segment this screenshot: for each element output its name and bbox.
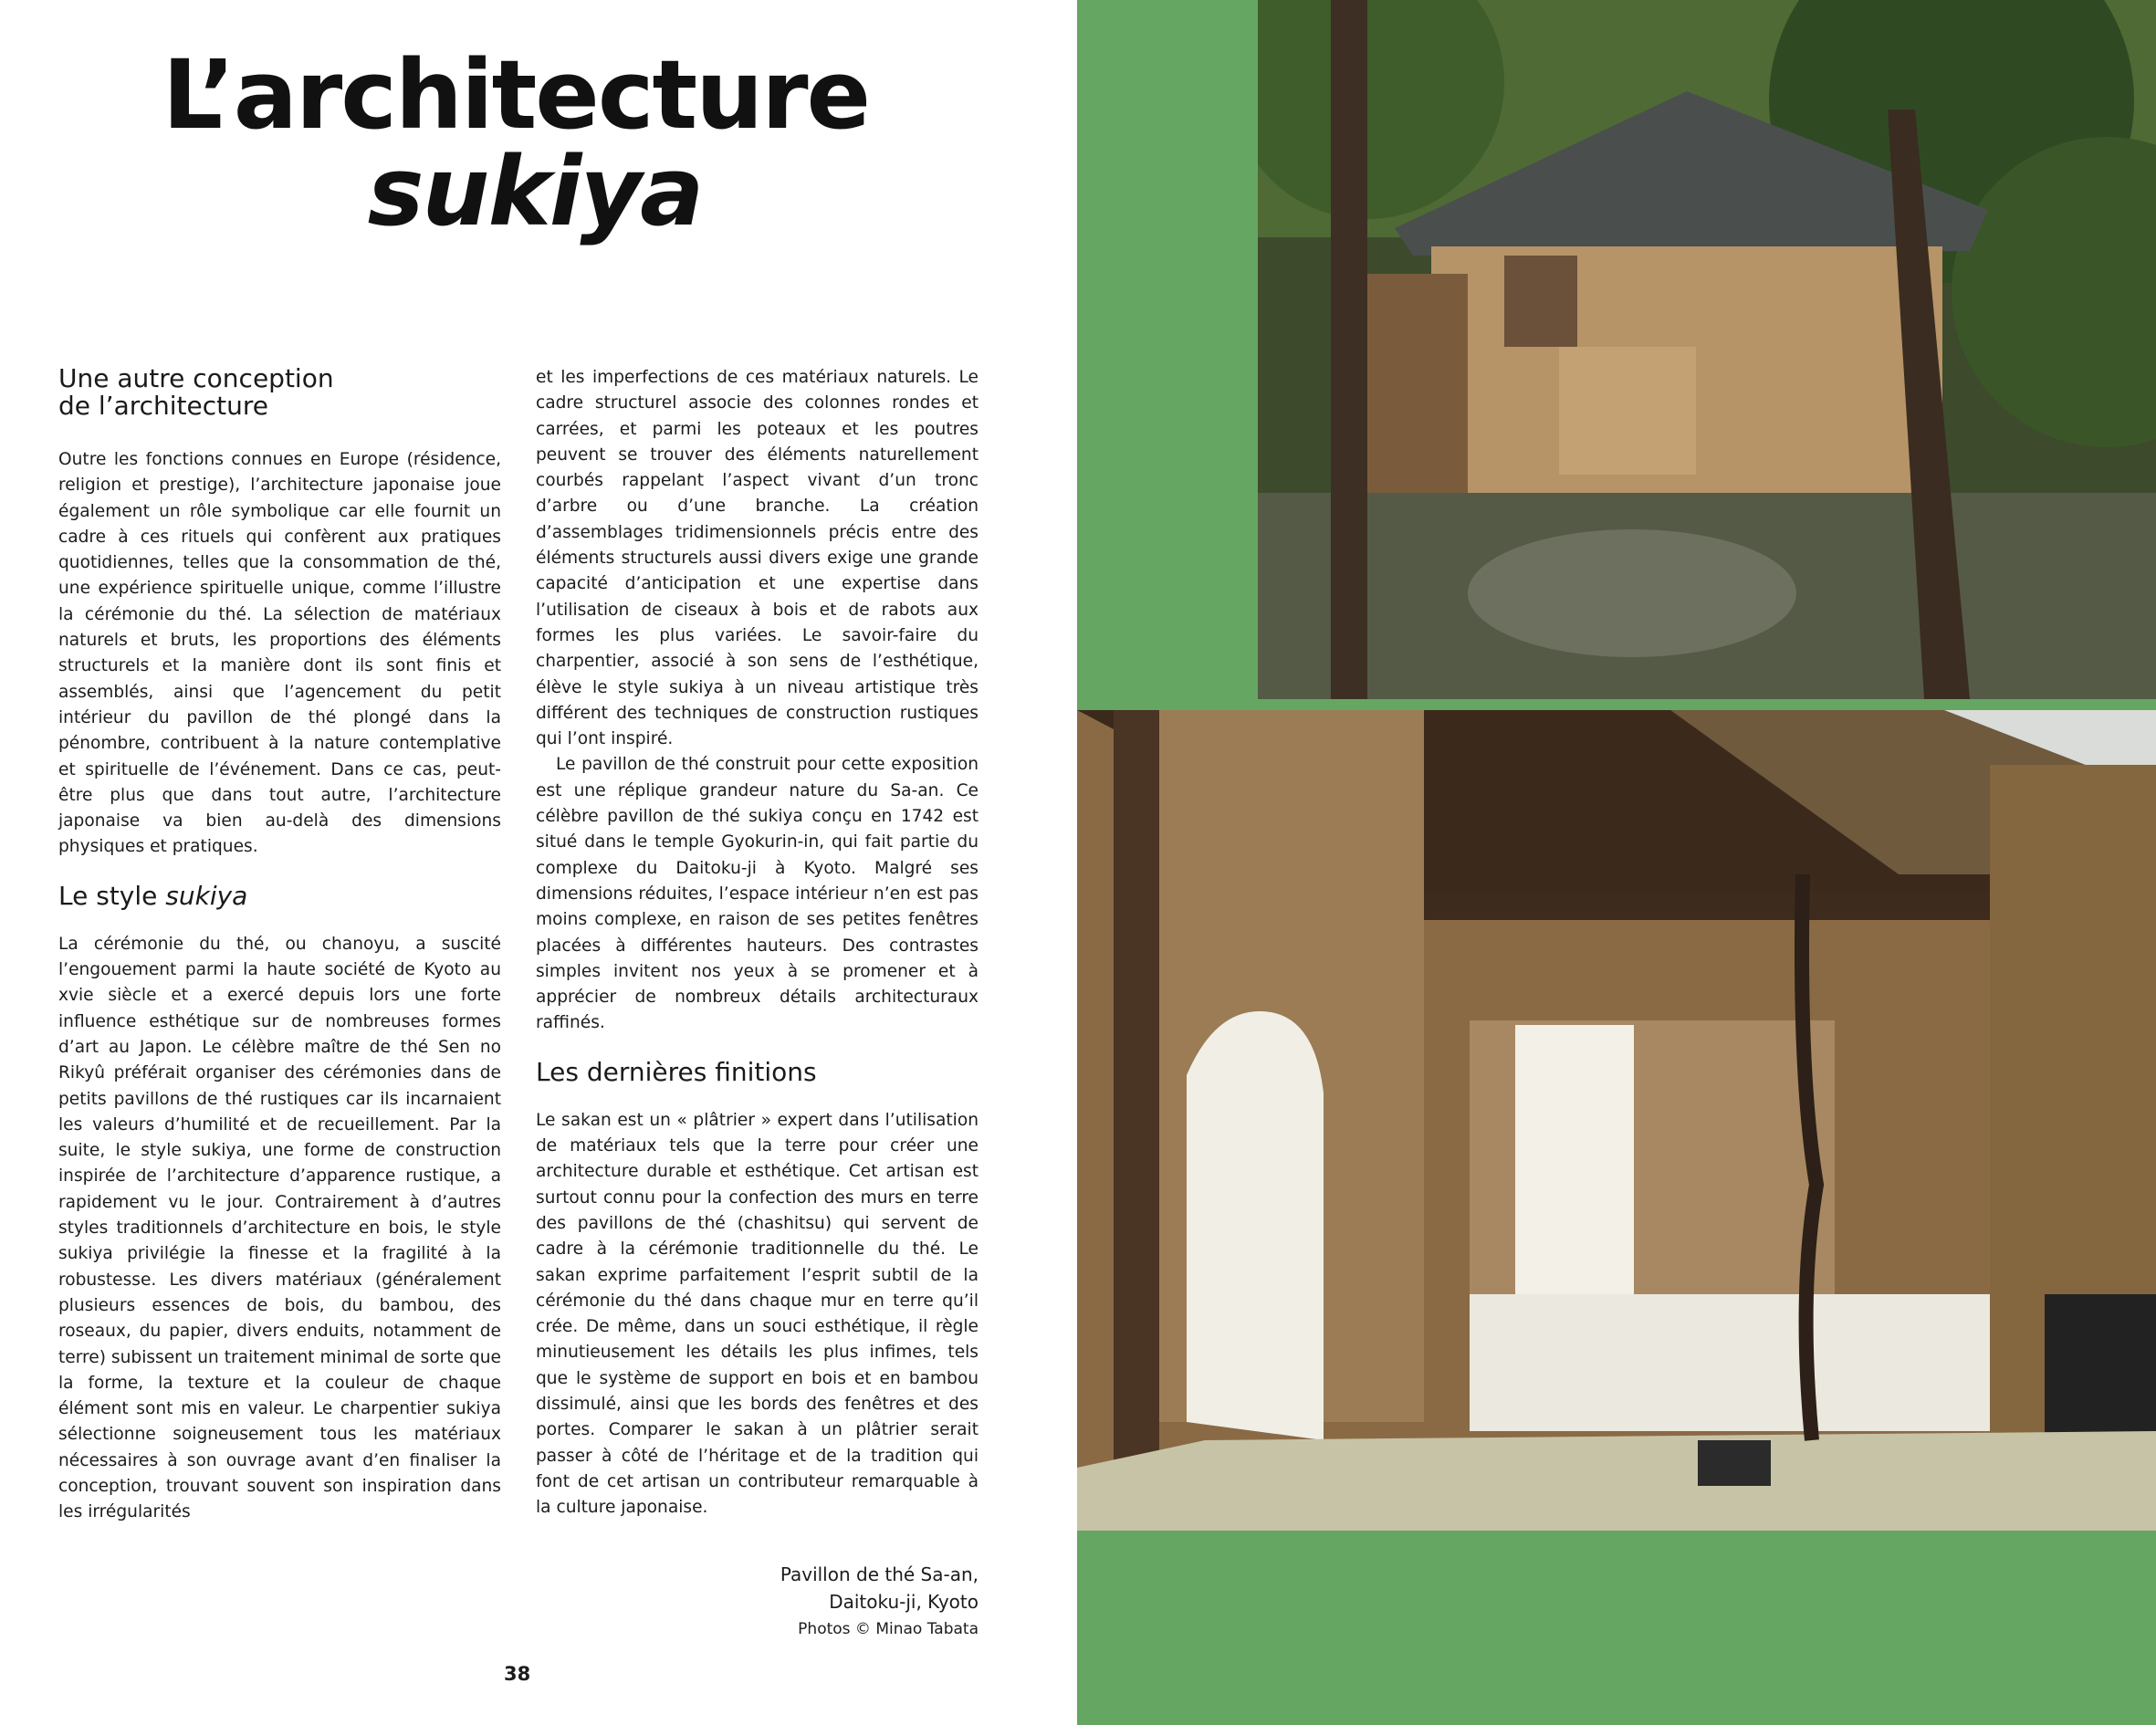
heading-italic-word: sukiya <box>165 880 248 911</box>
photo-teahouse-interior <box>1077 710 2156 1531</box>
teahouse-exterior-image <box>1258 0 2156 699</box>
photo-caption <box>639 1561 979 1643</box>
paragraph-materials: et les imperfections de ces matériaux naturels. Le cadre structurel associe des colonnes rondes et carrées, et parmi les poteaux et les poutres peuvent se trouver des éléments naturellement courbés rappelant l’aspect vivant d’un tronc d’arbre ou d’une branche. La création d’assemblages tridimensionnels précis entre des éléments structurels aussi divers exige une grande capacité d’anticipation et une expertise dans l’utilisation de ciseaux à bois et de rabots aux formes les plus variées. Le savoir-faire du charpentier, associé à son sens de l’esthétique, élève le style sukiya à un niveau artistique très différent des techniques de construction rustiques qui l’ont inspiré. <box>536 368 979 749</box>
left-text-column <box>58 365 501 1526</box>
section-heading-conception: Une autre conception de l’architecture <box>58 363 334 421</box>
heading-prefix: Le style <box>58 880 166 911</box>
title-line2: sukiya <box>367 136 703 247</box>
paragraph-conception: Outre les fonctions connues en Europe (résidence, religion et prestige), l’architecture japonaise joue également un rôle symbolique car elle fournit un cadre à ces rituels qui confèrent aux pratiques quotidiennes, telles que la consommation de thé, une expérience spirituelle unique, comme l’illustre la cérémonie du thé. La sélection de matériaux naturels et bruts, les proportions des éléments structurels et la manière dont ils sont finis et assemblés, ainsi que l’agencement du petit intérieur du pavillon de thé plongé dans la pénombre, contribuent à la nature contemplative et spirituelle de l’événement. Dans ce cas, peut-être plus que dans tout autre, l’architecture japonaise va bien au-delà des dimensions physiques et pratiques. <box>58 450 501 857</box>
teahouse-interior-image <box>1077 710 2156 1531</box>
right-text-column <box>536 365 979 1521</box>
title-line1: L’architecture <box>162 39 870 151</box>
paragraph-pavilion: Le pavillon de thé construit pour cette exposition est une réplique grandeur nature du Sa-an. Ce célèbre pavillon de thé sukiya conçu en 1742 est situé dans le temple Gyokurin-in, qui fait partie du complexe du Daitoku-ji à Kyoto. Malgré ses dimensions réduites, l’espace intérieur n’en est pas moins complexe, en raison de ses petites fenêtres placées à différentes hauteurs. Des contrastes simples invitent nos yeux à se promener et à apprécier de nombreux détails architecturaux raffinés. <box>536 755 979 1033</box>
section-heading-finitions: Les dernières finitions <box>536 1056 817 1087</box>
caption-line2: Daitoku-ji, Kyoto <box>829 1591 979 1613</box>
section-heading-style-sukiya <box>58 880 501 911</box>
paragraph-style-sukiya: La cérémonie du thé, ou chanoyu, a suscité l’engouement parmi la haute société de Kyoto au xvie siècle et a exercé depuis lors une forte influence esthétique sur de nombreuses formes d’art au Japon. Le célèbre maître de thé Sen no Rikyû préférait organiser des cérémonies dans de petits pavillons de thé rustiques car ils incarnaient les valeurs d’humilité et de recueillement. Par la suite, le style sukiya, une forme de construction inspirée de l’architecture d’apparence rustique, a rapidement vu le jour. Contrairement à d’autres styles traditionnels d’architecture en bois, le style sukiya privilégie la finesse et la fragilité à la robustesse. Les divers matériaux (généralement plusieurs essences de bois, du bambou, des roseaux, du papier, divers enduits, notamment de terre) subissent un traitement minimal de sorte que la forme, la texture et la couleur de chaque élément sont mis en valeur. Le charpentier sukiya sélectionne soigneusement tous les matériaux nécessaires à son ouvrage avant d’en finaliser la conception, trouvant souvent son inspiration dans les irrégularités <box>58 934 501 1522</box>
photo-credit: Photos © Minao Tabata <box>798 1620 979 1638</box>
caption-line1: Pavillon de thé Sa-an, <box>780 1563 979 1585</box>
page-number: 38 <box>504 1663 531 1685</box>
page-title <box>0 39 1031 247</box>
paragraph-sakan: Le sakan est un « plâtrier » expert dans l’utilisation de matériaux tels que la terre pour créer une architecture durable et esthétique. Cet artisan est surtout connu pour la confection des murs en terre des pavillons de thé (chashitsu) qui servent de cadre à la cérémonie traditionnelle du thé. Le sakan exprime parfaitement l’esprit subtil de la cérémonie du thé dans chaque mur en terre qu’il crée. De même, dans un souci esthétique, il règle minutieusement les détails les plus infimes, tels que le système de support en bois et en bambou dissimulé, ainsi que les bords des fenêtres et des portes. Comparer le sakan à un plâtrier serait passer à côté de l’héritage et de la tradition qui font de cet artisan un contributeur remarquable à la culture japonaise. <box>536 1110 979 1518</box>
photo-teahouse-exterior <box>1258 0 2156 699</box>
